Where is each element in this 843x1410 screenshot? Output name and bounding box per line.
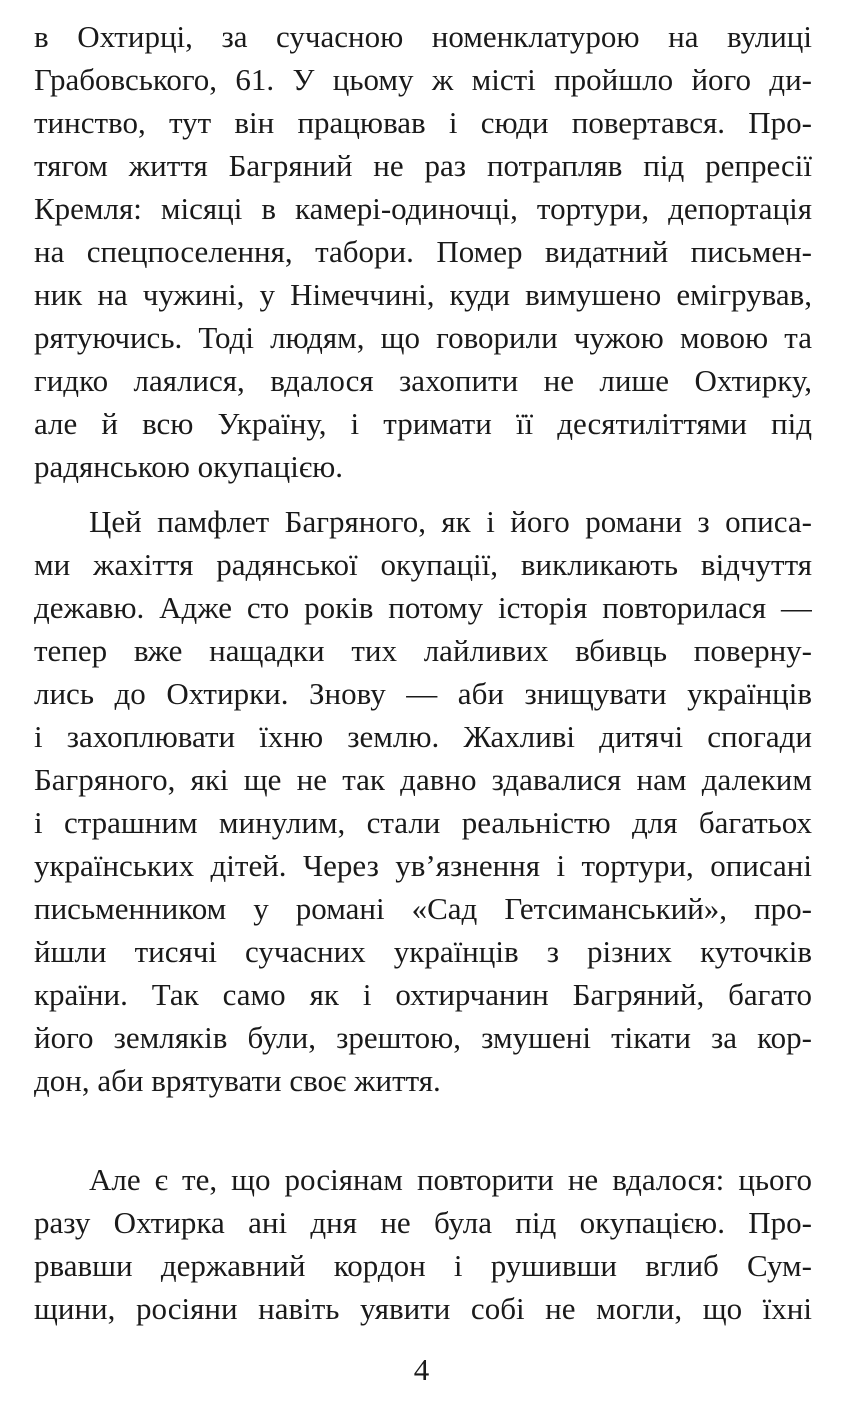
text-line: дон, аби врятувати своє життя.	[34, 1063, 441, 1098]
text-line: гидко лаялися, вдалося захопити не лише Охтирку,	[34, 363, 812, 398]
text-line: ми жахіття радянської окупації, викликають відчуття	[34, 547, 812, 582]
text-line: ник на чужині, у Німеччині, куди вимушено емігрував,	[34, 277, 812, 312]
text-line: рятуючись. Тоді людям, що говорили чужою мовою та	[34, 320, 812, 355]
text-line: лись до Охтирки. Знову — аби знищувати українців	[34, 676, 812, 711]
text-line: радянською окупацією.	[34, 449, 344, 484]
text-line: українських дітей. Через ув’язнення і тортури, описані	[34, 848, 812, 883]
text-line: в Охтирці, за сучасною номенклатурою на вулиці	[34, 19, 812, 54]
text-line: його земляків були, зрештою, змушені тікати за кор-	[34, 1020, 812, 1055]
text-line: Багряного, які ще не так давно здавалися нам далеким	[34, 762, 812, 797]
text-line: країни. Так само як і охтирчанин Багряний, багато	[34, 977, 812, 1012]
text-line: тепер вже нащадки тих лайливих вбивць поверну-	[34, 633, 812, 668]
text-line: дежавю. Адже сто років потому історія повторилася —	[34, 590, 812, 625]
text-line: рвавши державний кордон і рушивши вглиб Сум-	[34, 1248, 812, 1283]
text-line: письменником у романі «Сад Гетсиманський», про-	[34, 891, 812, 926]
text-line: і страшним минулим, стали реальністю для багатьох	[34, 805, 812, 840]
page-number: 4	[413, 1352, 430, 1387]
text-line: Кремля: місяці в камері-одиночці, тортури, депортація	[34, 191, 812, 226]
text-line: Цей памфлет Багряного, як і його романи з описа-	[89, 504, 812, 539]
text-line: Але є те, що росіянам повторити не вдалося: цього	[89, 1162, 812, 1197]
text-line: йшли тисячі сучасних українців з різних куточків	[34, 934, 812, 969]
text-line: разу Охтирка ані дня не була під окупацією. Про-	[34, 1205, 812, 1240]
text-line: на спецпоселення, табори. Помер видатний письмен-	[34, 234, 812, 269]
text-line: тинство, тут він працював і сюди повертався. Про-	[34, 105, 812, 140]
text-line: Грабовського, 61. У цьому ж місті пройшло його ди-	[34, 62, 812, 97]
text-line: і захоплювати їхню землю. Жахливі дитячі спогади	[34, 719, 812, 754]
text-line: але й всю Україну, і тримати її десятиліттями під	[34, 406, 812, 441]
text-line: щини, росіяни навіть уявити собі не могли, що їхні	[34, 1291, 812, 1326]
text-line: тягом життя Багряний не раз потрапляв під репресії	[34, 148, 812, 183]
